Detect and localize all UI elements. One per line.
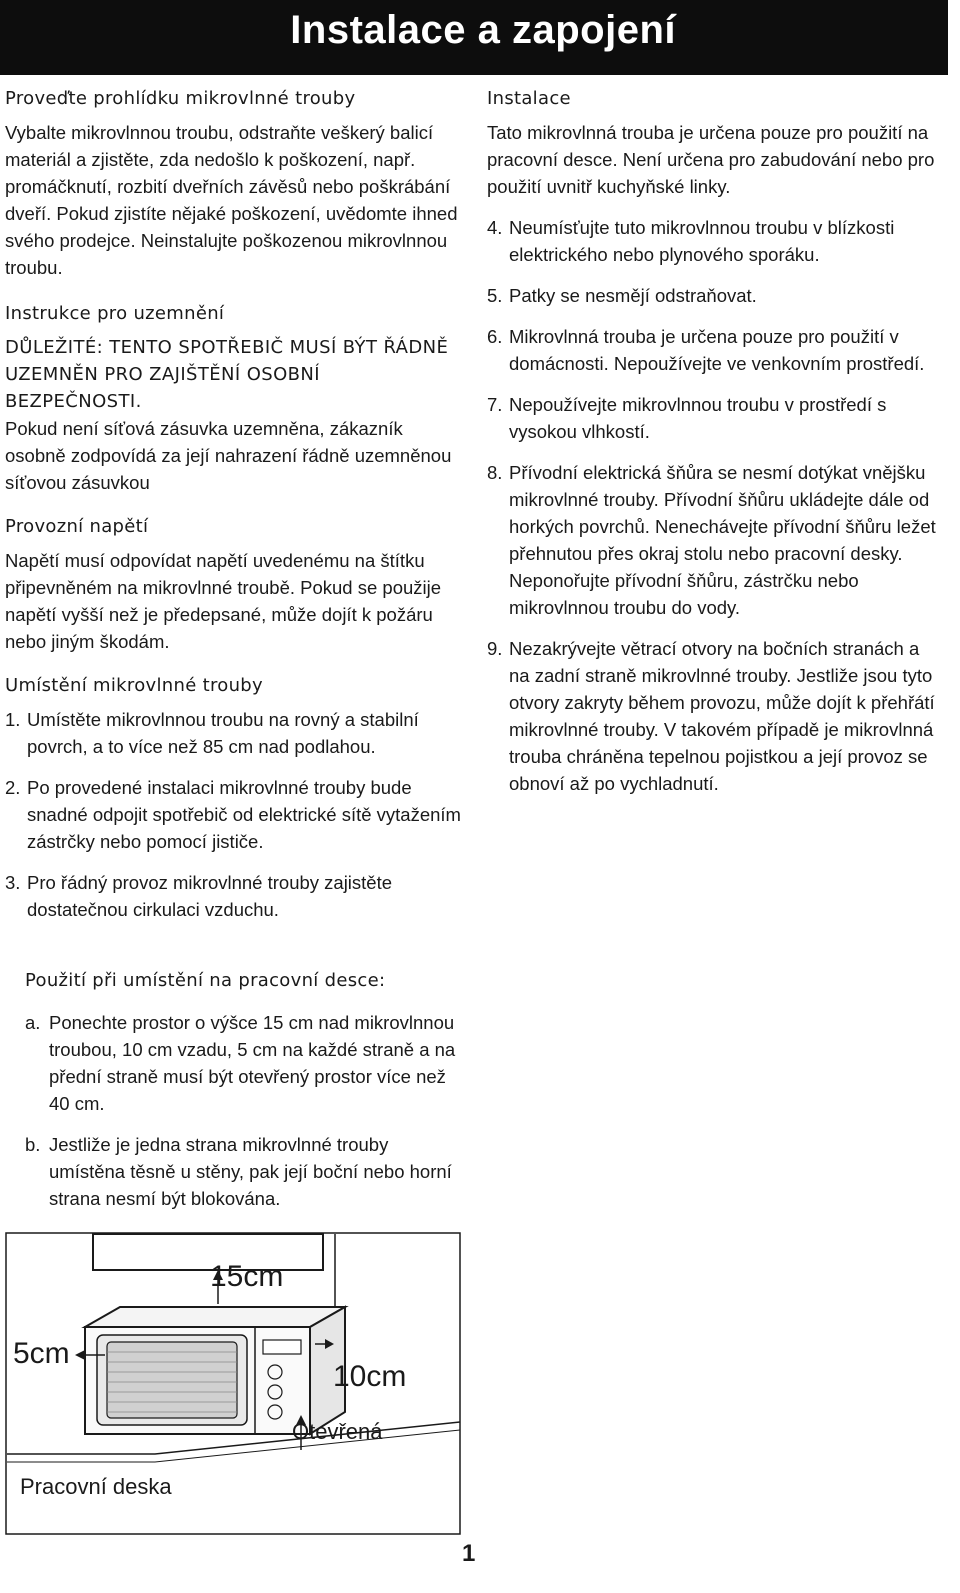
section-grounding <box>5 303 462 496</box>
grounding-heading: Instrukce pro uzemnění <box>5 303 225 324</box>
left-column <box>5 88 462 937</box>
list-text: Přívodní elektrická šňůra se nesmí dotýkat vnějšku mikrovlnné trouby. Přívodní šňůru ukládejte dále od horkých povrchů. Nenechávejte přívodní šňůru ležet přehnutou přes okraj stolu nebo pracovní desky. Neponořujte přívodní šňůru, zástrčku nebo mikrovlnnou troubu do vody. <box>509 462 936 618</box>
list-text: Ponechte prostor o výšce 15 cm nad mikrovlnnou troubou, 10 cm vzadu, 5 cm na každé straně a na přední straně musí být otevřený prostor více než 40 cm. <box>49 1012 456 1114</box>
voltage-text: Napětí musí odpovídat napětí uvedenému na štítku připevněném na mikrovlnné troubě. Pokud se použije napětí vyšší než je předepsané, může dojít k požáru nebo jiným škodám. <box>5 550 442 652</box>
label-side-clearance: 5cm <box>13 1337 70 1370</box>
label-back-clearance: 10cm <box>333 1360 407 1393</box>
list-text: Nepoužívejte mikrovlnnou troubu v prostředí s vysokou vlhkostí. <box>509 394 887 442</box>
list-number: 6. <box>487 326 503 347</box>
list-item <box>487 459 937 621</box>
cabinet-outline <box>93 1234 323 1270</box>
list-text: Mikrovlnná trouba je určena pouze pro použití v domácnosti. Nepoužívejte ve venkovním prostředí. <box>509 326 925 374</box>
section-voltage <box>5 516 462 655</box>
list-item <box>487 282 937 309</box>
list-item <box>25 1131 465 1212</box>
list-item <box>487 391 937 445</box>
list-item <box>487 323 937 377</box>
display <box>263 1340 301 1354</box>
installation-text: Tato mikrovlnná trouba je určena pouze pro použití na pracovní desce. Není určena pro zabudování nebo pro použití uvnitř kuchyňské linky. <box>487 122 935 197</box>
list-number: b. <box>25 1134 41 1155</box>
list-text: Jestliže je jedna strana mikrovlnné trouby umístěna těsně u stěny, pak její boční nebo horní strana nesmí být blokována. <box>49 1134 452 1209</box>
page-title: Instalace a zapojení <box>290 8 676 52</box>
label-countertop: Pracovní deska <box>20 1474 172 1499</box>
countertop-heading: Použití při umístění na pracovní desce: <box>25 970 386 991</box>
list-item <box>5 869 462 923</box>
right-column <box>487 88 937 811</box>
list-text: Umístěte mikrovlnnou troubu na rovný a stabilní povrch, a to více než 85 cm nad podlahou. <box>27 709 419 757</box>
list-text: Nezakrývejte větrací otvory na bočních stranách a na zadní straně mikrovlnné trouby. Jestliže jsou tyto otvory zakryty během provozu, může dojít k přehřátí mikrovlnné trouby. V takovém případě je mikrovlnná trouba chráněna tepelnou pojistkou a její provoz se obnoví až po vychladnutí. <box>509 638 935 794</box>
list-number: 8. <box>487 462 503 483</box>
list-text: Neumísťujte tuto mikrovlnnou troubu v blízkosti elektrického nebo plynového sporáku. <box>509 217 895 265</box>
list-item <box>487 635 937 797</box>
list-text: Pro řádný provoz mikrovlnné trouby zajistěte dostatečnou cirkulaci vzduchu. <box>27 872 393 920</box>
list-number: 3. <box>5 872 21 893</box>
arrow-side-head <box>75 1350 85 1360</box>
countertop-list <box>25 1009 465 1212</box>
section-countertop <box>25 970 465 1226</box>
installation-heading: Instalace <box>487 88 571 109</box>
label-front-open: Otevřená <box>292 1419 383 1444</box>
inspection-text: Vybalte mikrovlnnou troubu, odstraňte veškerý balicí materiál a zjistěte, zda nedošlo k poškození, např. promáčknutí, rozbití dveřních závěsů nebo poškrábání dveří. Pokud zjistíte nějaké poškození, uvědomte ihned svého prodejce. Neinstalujte poškozenou mikrovlnnou troubu. <box>5 122 458 278</box>
label-top-clearance: 15cm <box>210 1260 284 1293</box>
list-number: 1. <box>5 709 21 730</box>
section-installation <box>487 88 937 797</box>
list-item <box>487 214 937 268</box>
grounding-warning: DŮLEŽITÉ: TENTO SPOTŘEBIČ MUSÍ BÝT ŘÁDNĚ UZEMNĚN PRO ZAJIŠTĚNÍ OSOBNÍ BEZPEČNOSTI. <box>5 337 449 412</box>
microwave-top <box>85 1307 345 1327</box>
list-number: 5. <box>487 285 503 306</box>
list-number: a. <box>25 1012 41 1033</box>
list-number: 9. <box>487 638 503 659</box>
page-number: 1 <box>462 1540 476 1567</box>
list-number: 2. <box>5 777 21 798</box>
list-item <box>5 774 462 855</box>
list-item <box>5 706 462 760</box>
inspection-heading: Proveďte prohlídku mikrovlnné trouby <box>5 88 356 109</box>
grounding-text: Pokud není síťová zásuvka uzemněna, zákazník osobně zodpovídá za její nahrazení řádně uzemněnou síťovou zásuvkou <box>5 418 452 493</box>
clearance-figure <box>5 1232 461 1535</box>
installation-list <box>487 214 937 797</box>
list-item <box>25 1009 465 1117</box>
section-inspection <box>5 88 462 281</box>
title-bar <box>0 0 948 75</box>
door-window <box>107 1342 237 1418</box>
list-number: 7. <box>487 394 503 415</box>
placement-list <box>5 706 462 923</box>
placement-heading: Umístění mikrovlnné trouby <box>5 675 263 696</box>
list-text: Po provedené instalaci mikrovlnné trouby bude snadné odpojit spotřebič od elektrické sítě vytažením zástrčky nebo pomocí jističe. <box>27 777 461 852</box>
list-number: 4. <box>487 217 503 238</box>
list-text: Patky se nesmějí odstraňovat. <box>509 285 757 306</box>
voltage-heading: Provozní napětí <box>5 516 149 537</box>
section-placement <box>5 675 462 923</box>
